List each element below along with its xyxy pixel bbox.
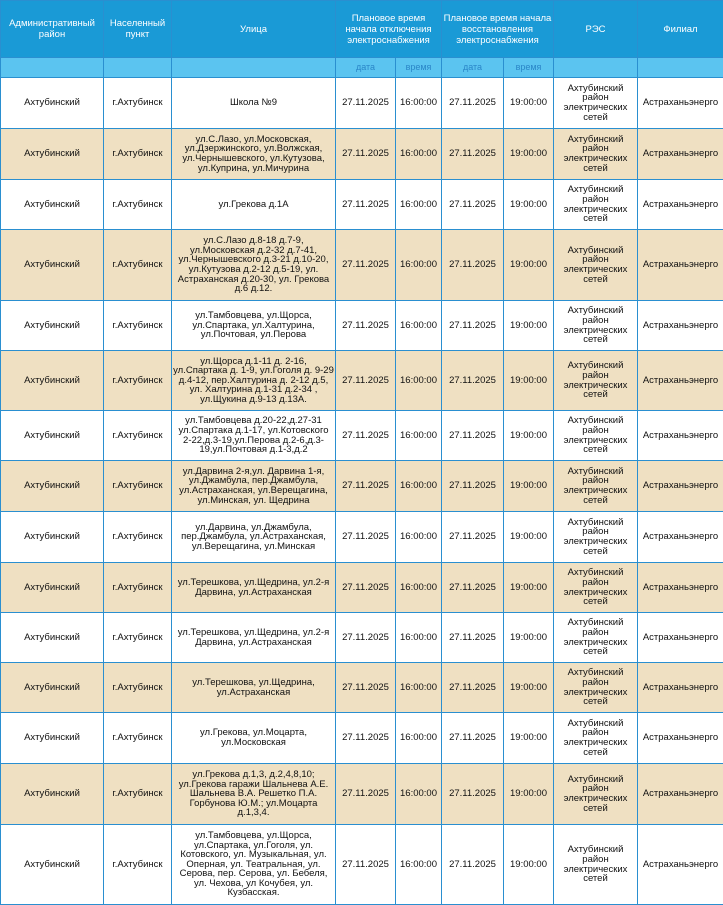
cell-branch: Астраханьэнерго xyxy=(638,411,723,461)
cell-branch: Астраханьэнерго xyxy=(638,825,723,905)
cell-branch: Астраханьэнерго xyxy=(638,351,723,411)
cell-on-time: 19:00:00 xyxy=(504,764,554,825)
cell-district: Ахтубинский xyxy=(1,129,104,180)
subheader-empty xyxy=(172,58,336,78)
cell-locality: г.Ахтубинск xyxy=(104,461,172,512)
cell-on-date: 27.11.2025 xyxy=(442,301,504,351)
header-res: РЭС xyxy=(554,1,638,58)
cell-district: Ахтубинский xyxy=(1,663,104,713)
cell-street: ул.Тамбовцева, ул.Щорса, ул.Спартака, ул.Халтурина, ул.Почтовая, ул.Перова xyxy=(172,301,336,351)
cell-district: Ахтубинский xyxy=(1,411,104,461)
cell-street: ул.Щорса д.1-11 д. 2-16, ул.Спартака д. 1-9, ул.Гоголя д. 9-29 д.4-12, пер.Халтурина д. 2-12 д.5, ул. Халтурина д.1-31 д.2-34 , ул.Щукина д.9-13 д.13А. xyxy=(172,351,336,411)
cell-off-date: 27.11.2025 xyxy=(336,764,396,825)
cell-off-time: 16:00:00 xyxy=(396,301,442,351)
table-row xyxy=(1,563,723,613)
cell-on-date: 27.11.2025 xyxy=(442,461,504,512)
cell-on-time: 19:00:00 xyxy=(504,230,554,301)
cell-on-time: 19:00:00 xyxy=(504,563,554,613)
cell-locality: г.Ахтубинск xyxy=(104,351,172,411)
cell-street: ул.Терешкова, ул.Щедрина, ул.Астраханская xyxy=(172,663,336,713)
cell-off-time: 16:00:00 xyxy=(396,230,442,301)
cell-branch: Астраханьэнерго xyxy=(638,512,723,563)
cell-off-date: 27.11.2025 xyxy=(336,613,396,663)
cell-on-time: 19:00:00 xyxy=(504,713,554,764)
cell-off-time: 16:00:00 xyxy=(396,411,442,461)
cell-on-date: 27.11.2025 xyxy=(442,512,504,563)
cell-off-time: 16:00:00 xyxy=(396,713,442,764)
table-row xyxy=(1,78,723,129)
table-row xyxy=(1,713,723,764)
table-row xyxy=(1,461,723,512)
table-row xyxy=(1,663,723,713)
cell-district: Ахтубинский xyxy=(1,351,104,411)
cell-on-time: 19:00:00 xyxy=(504,129,554,180)
cell-branch: Астраханьэнерго xyxy=(638,230,723,301)
cell-off-date: 27.11.2025 xyxy=(336,512,396,563)
subheader-on-date: дата xyxy=(442,58,504,78)
cell-res: Ахтубинский район электрических сетей xyxy=(554,78,638,129)
cell-on-date: 27.11.2025 xyxy=(442,613,504,663)
table-row xyxy=(1,411,723,461)
cell-street: Школа №9 xyxy=(172,78,336,129)
cell-on-date: 27.11.2025 xyxy=(442,180,504,230)
cell-res: Ахтубинский район электрических сетей xyxy=(554,180,638,230)
cell-district: Ахтубинский xyxy=(1,825,104,905)
cell-locality: г.Ахтубинск xyxy=(104,512,172,563)
cell-off-date: 27.11.2025 xyxy=(336,563,396,613)
cell-on-time: 19:00:00 xyxy=(504,825,554,905)
cell-on-date: 27.11.2025 xyxy=(442,129,504,180)
cell-branch: Астраханьэнерго xyxy=(638,180,723,230)
header-street: Улица xyxy=(172,1,336,58)
cell-off-time: 16:00:00 xyxy=(396,129,442,180)
table-row xyxy=(1,764,723,825)
table-row xyxy=(1,129,723,180)
cell-on-time: 19:00:00 xyxy=(504,301,554,351)
header-off-time: Плановое время начала отключения электроснабжения xyxy=(336,1,442,58)
cell-on-time: 19:00:00 xyxy=(504,663,554,713)
cell-locality: г.Ахтубинск xyxy=(104,411,172,461)
cell-off-date: 27.11.2025 xyxy=(336,180,396,230)
cell-off-time: 16:00:00 xyxy=(396,351,442,411)
cell-district: Ахтубинский xyxy=(1,512,104,563)
cell-district: Ахтубинский xyxy=(1,563,104,613)
header-branch: Филиал xyxy=(638,1,723,58)
cell-res: Ахтубинский район электрических сетей xyxy=(554,825,638,905)
cell-branch: Астраханьэнерго xyxy=(638,461,723,512)
cell-off-date: 27.11.2025 xyxy=(336,230,396,301)
cell-branch: Астраханьэнерго xyxy=(638,713,723,764)
cell-res: Ахтубинский район электрических сетей xyxy=(554,230,638,301)
table-row xyxy=(1,613,723,663)
cell-off-time: 16:00:00 xyxy=(396,663,442,713)
cell-off-date: 27.11.2025 xyxy=(336,351,396,411)
cell-off-date: 27.11.2025 xyxy=(336,129,396,180)
cell-on-date: 27.11.2025 xyxy=(442,713,504,764)
table-row xyxy=(1,351,723,411)
cell-on-date: 27.11.2025 xyxy=(442,663,504,713)
cell-res: Ахтубинский район электрических сетей xyxy=(554,512,638,563)
cell-street: ул.Грекова, ул.Моцарта, ул.Московская xyxy=(172,713,336,764)
cell-branch: Астраханьэнерго xyxy=(638,663,723,713)
cell-off-date: 27.11.2025 xyxy=(336,713,396,764)
cell-district: Ахтубинский xyxy=(1,764,104,825)
cell-branch: Астраханьэнерго xyxy=(638,301,723,351)
cell-off-time: 16:00:00 xyxy=(396,78,442,129)
cell-on-date: 27.11.2025 xyxy=(442,563,504,613)
cell-street: ул.Тамбовцева д.20-22,д.27-31 ул.Спартака д.1-17, ул.Котовского 2-22,д.3-19,ул.Перова д.2-6,д.3-19,ул.Почтовая д.1-3,д.2 xyxy=(172,411,336,461)
cell-off-date: 27.11.2025 xyxy=(336,461,396,512)
cell-locality: г.Ахтубинск xyxy=(104,713,172,764)
cell-street: ул.Грекова д.1А xyxy=(172,180,336,230)
cell-street: ул.Терешкова, ул.Щедрина, ул.2-я Дарвина, ул.Астраханская xyxy=(172,563,336,613)
cell-locality: г.Ахтубинск xyxy=(104,563,172,613)
cell-res: Ахтубинский район электрических сетей xyxy=(554,351,638,411)
cell-off-time: 16:00:00 xyxy=(396,613,442,663)
cell-district: Ахтубинский xyxy=(1,713,104,764)
cell-street: ул.Дарвина 2-я,ул. Дарвина 1-я, ул.Джамбула, пер.Джамбула, ул.Астраханская, ул.Верещагина, ул.Минская, ул. Щедрина xyxy=(172,461,336,512)
subheader-off-time: время xyxy=(396,58,442,78)
subheader-empty xyxy=(104,58,172,78)
cell-off-date: 27.11.2025 xyxy=(336,825,396,905)
cell-res: Ахтубинский район электрических сетей xyxy=(554,129,638,180)
cell-on-date: 27.11.2025 xyxy=(442,230,504,301)
cell-on-time: 19:00:00 xyxy=(504,78,554,129)
cell-locality: г.Ахтубинск xyxy=(104,613,172,663)
cell-locality: г.Ахтубинск xyxy=(104,78,172,129)
cell-street: ул.Терешкова, ул.Щедрина, ул.2-я Дарвина, ул.Астраханская xyxy=(172,613,336,663)
table-row xyxy=(1,180,723,230)
cell-street: ул.Грекова д.1,3, д.2,4,8,10; ул.Грекова гаражи Шальнева А.Е. Шальнева В.А. Решетко П.А. Горбунова Ю.М.; ул.Моцарта д.1,3,4. xyxy=(172,764,336,825)
cell-district: Ахтубинский xyxy=(1,461,104,512)
cell-branch: Астраханьэнерго xyxy=(638,613,723,663)
cell-on-time: 19:00:00 xyxy=(504,512,554,563)
cell-res: Ахтубинский район электрических сетей xyxy=(554,713,638,764)
cell-on-time: 19:00:00 xyxy=(504,180,554,230)
cell-res: Ахтубинский район электрических сетей xyxy=(554,563,638,613)
cell-branch: Астраханьэнерго xyxy=(638,764,723,825)
subheader-on-time: время xyxy=(504,58,554,78)
cell-branch: Астраханьэнерго xyxy=(638,563,723,613)
cell-branch: Астраханьэнерго xyxy=(638,129,723,180)
cell-on-date: 27.11.2025 xyxy=(442,764,504,825)
cell-res: Ахтубинский район электрических сетей xyxy=(554,461,638,512)
cell-res: Ахтубинский район электрических сетей xyxy=(554,301,638,351)
cell-street: ул.Дарвина, ул.Джамбула, пер.Джамбула, ул.Астраханская, ул.Верещагина, ул.Минская xyxy=(172,512,336,563)
table-row xyxy=(1,512,723,563)
cell-street: ул.С.Лазо д.8-18 д.7-9, ул.Московская д.2-32 д.7-41, ул.Чернышевского д.3-21 д.10-20, ул.Кутузова д.2-12 д.5-19, ул. Астраханская д.20-30, ул. Грекова д.6 д.12. xyxy=(172,230,336,301)
subheader-off-date: дата xyxy=(336,58,396,78)
cell-on-date: 27.11.2025 xyxy=(442,825,504,905)
cell-district: Ахтубинский xyxy=(1,78,104,129)
table-row xyxy=(1,230,723,301)
cell-off-time: 16:00:00 xyxy=(396,764,442,825)
table-row xyxy=(1,301,723,351)
subheader-empty xyxy=(638,58,723,78)
cell-off-date: 27.11.2025 xyxy=(336,663,396,713)
subheader-empty xyxy=(554,58,638,78)
cell-on-time: 19:00:00 xyxy=(504,461,554,512)
cell-res: Ахтубинский район электрических сетей xyxy=(554,764,638,825)
cell-on-time: 19:00:00 xyxy=(504,351,554,411)
cell-off-time: 16:00:00 xyxy=(396,461,442,512)
cell-on-date: 27.11.2025 xyxy=(442,351,504,411)
cell-off-time: 16:00:00 xyxy=(396,512,442,563)
cell-off-date: 27.11.2025 xyxy=(336,78,396,129)
header-locality: Населенный пункт xyxy=(104,1,172,58)
header-district: Административный район xyxy=(1,1,104,58)
cell-district: Ахтубинский xyxy=(1,301,104,351)
cell-locality: г.Ахтубинск xyxy=(104,180,172,230)
cell-on-date: 27.11.2025 xyxy=(442,78,504,129)
cell-on-date: 27.11.2025 xyxy=(442,411,504,461)
cell-branch: Астраханьэнерго xyxy=(638,78,723,129)
cell-on-time: 19:00:00 xyxy=(504,613,554,663)
cell-street: ул.Тамбовцева, ул.Щорса, ул.Спартака, ул.Гоголя, ул. Котовского, ул. Музыкальная, ул. Оперная, ул. Театральная, ул. Серова, пер. Серова, ул. Бебеля, ул. Чехова, ул Кочубея, ул. Кузбасская. xyxy=(172,825,336,905)
cell-off-time: 16:00:00 xyxy=(396,563,442,613)
cell-off-time: 16:00:00 xyxy=(396,825,442,905)
cell-locality: г.Ахтубинск xyxy=(104,825,172,905)
cell-street: ул.С.Лазо, ул.Московская, ул.Дзержинского, ул.Волжская, ул.Чернышевского, ул.Кутузова, ул.Куприна, ул.Мичурина xyxy=(172,129,336,180)
cell-on-time: 19:00:00 xyxy=(504,411,554,461)
cell-locality: г.Ахтубинск xyxy=(104,129,172,180)
cell-locality: г.Ахтубинск xyxy=(104,230,172,301)
cell-off-date: 27.11.2025 xyxy=(336,301,396,351)
cell-off-time: 16:00:00 xyxy=(396,180,442,230)
cell-res: Ахтубинский район электрических сетей xyxy=(554,663,638,713)
cell-locality: г.Ахтубинск xyxy=(104,301,172,351)
subheader-empty xyxy=(1,58,104,78)
cell-off-date: 27.11.2025 xyxy=(336,411,396,461)
cell-res: Ахтубинский район электрических сетей xyxy=(554,613,638,663)
header-on-time: Плановое время начала восстановления электроснабжения xyxy=(442,1,554,58)
table-row xyxy=(1,825,723,905)
cell-locality: г.Ахтубинск xyxy=(104,764,172,825)
cell-district: Ахтубинский xyxy=(1,613,104,663)
cell-district: Ахтубинский xyxy=(1,180,104,230)
cell-district: Ахтубинский xyxy=(1,230,104,301)
cell-locality: г.Ахтубинск xyxy=(104,663,172,713)
cell-res: Ахтубинский район электрических сетей xyxy=(554,411,638,461)
